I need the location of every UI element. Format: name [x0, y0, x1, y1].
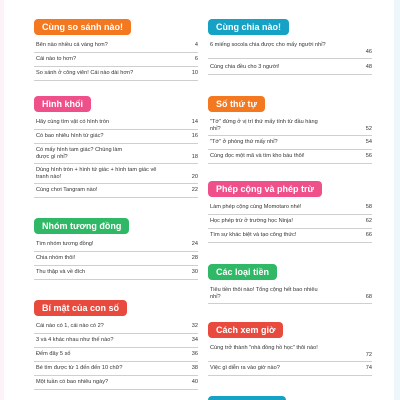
section-header: Bí mật của con số	[34, 300, 127, 316]
toc-entry[interactable]	[34, 130, 198, 144]
entry-title: Chia nhóm thôi!	[36, 255, 76, 261]
entry-title: "Tớ" ở phòng thứ mấy nhỉ?	[210, 139, 278, 145]
toc-entry[interactable]	[208, 215, 372, 229]
toc-entry[interactable]	[34, 116, 198, 130]
section-header: Cách xem giờ	[208, 322, 283, 338]
entry-title: Bên nào nhiều cá vàng hơn?	[36, 42, 108, 48]
toc-entry[interactable]	[208, 229, 372, 243]
entry-title: Đếm đây 5 số	[36, 351, 71, 357]
entry-title: Làm phép cộng cùng Momotaro nhé!	[210, 204, 302, 210]
entry-page: 34	[191, 337, 198, 343]
toc-entry[interactable]	[34, 348, 198, 362]
entry-title: Cùng trở thành "nhà đồng hồ học" thôi nào!	[210, 345, 318, 351]
entry-page: 54	[365, 139, 372, 145]
entry-page: 48	[365, 64, 372, 70]
entry-page: 4	[194, 42, 198, 48]
toc-entry[interactable]	[34, 266, 198, 280]
entry-page: 72	[365, 352, 372, 358]
entry-title: Hãy cùng tìm vật có hình tròn	[36, 119, 110, 125]
entry-title: Bé tìm được từ 1 đến đến 10 chữ?	[36, 365, 123, 371]
entry-title: So sánh ở công viên! Cái nào dài hơn?	[36, 70, 134, 76]
entry-page: 40	[191, 379, 198, 385]
section-header: Số thứ tự	[208, 96, 265, 112]
entry-page: 62	[365, 218, 372, 224]
entry-page: 22	[191, 187, 198, 193]
entry-page: 58	[365, 204, 372, 210]
toc-entry[interactable]	[208, 201, 372, 215]
toc-entry[interactable]	[34, 334, 198, 348]
entry-page: 24	[191, 241, 198, 247]
entry-page: 10	[191, 70, 198, 76]
toc-entry[interactable]	[34, 376, 198, 390]
entry-page: 20	[191, 174, 198, 180]
toc-entry[interactable]	[208, 342, 372, 362]
toc-entry[interactable]	[34, 320, 198, 334]
entry-title: 3 và 4 khác nhau như thế nào?	[36, 337, 114, 343]
toc-entry[interactable]	[34, 67, 198, 81]
entry-page: 38	[191, 365, 198, 371]
toc-entry[interactable]	[34, 144, 198, 164]
entry-title: Có bao nhiêu hình tứ giác?	[36, 133, 104, 139]
toc-entry[interactable]	[208, 362, 372, 376]
toc-entry[interactable]	[208, 39, 372, 59]
entry-page: 68	[365, 294, 372, 300]
entry-page: 32	[191, 323, 198, 329]
toc-entry[interactable]	[208, 150, 372, 164]
entry-title: Thu thập và về đích	[36, 269, 86, 275]
toc-entry[interactable]	[34, 39, 198, 53]
entry-page: 6	[194, 56, 198, 62]
section-header: Cùng chia nào!	[208, 19, 289, 35]
entry-title: Dùng hình tròn + hình tứ giác + hình tam giác vẽ tranh nào!	[36, 167, 157, 180]
entry-title: Tìm sự khác biệt và tạo công thức!	[210, 232, 297, 238]
toc-entry[interactable]	[34, 362, 198, 376]
toc-entry[interactable]	[208, 59, 372, 75]
entry-title: Một tuần có bao nhiêu ngày?	[36, 379, 109, 385]
entry-title: Học phép trừ ở trường học Ninja!	[210, 218, 293, 224]
toc-entry[interactable]	[34, 184, 198, 198]
entry-title: Tìm nhóm tương đồng!	[36, 241, 94, 247]
entry-title: Tiêu tiền thôi nào! Tổng cộng hết bao nhiêu nhỉ?	[210, 287, 318, 300]
entry-title: Cùng đọc một mã và tìm kho báu thôi!	[210, 153, 305, 159]
entry-page: 16	[191, 133, 198, 139]
section-header: Cùng so sánh nào!	[34, 19, 131, 35]
section-header: Phép cộng và phép trừ	[208, 181, 322, 197]
toc-entry[interactable]	[208, 116, 372, 136]
right-page-edge	[394, 0, 400, 400]
entry-title: Cùng chơi Tangram nào!	[36, 187, 98, 193]
entry-title: Cùng chia đều cho 3 người!	[210, 64, 280, 70]
entry-page: 14	[191, 119, 198, 125]
section-header: Hình khối	[34, 96, 91, 112]
entry-page: 56	[365, 153, 372, 159]
entry-title: Việc gì diễn ra vào giờ nào?	[210, 365, 280, 371]
entry-title: Có mấy hình tam giác? Chúng làm được gì nhỉ?	[36, 147, 123, 160]
section-header: Các loại tiền	[208, 264, 277, 280]
entry-page: 28	[191, 255, 198, 261]
entry-title: "Tớ" đứng ở vị trí thứ mấy tính từ đầu hàng nhỉ?	[210, 119, 318, 132]
entry-page: 52	[365, 126, 372, 132]
entry-title: Cái nào to hơn?	[36, 56, 77, 62]
left-page-edge	[0, 0, 4, 400]
entry-page: 18	[191, 154, 198, 160]
entry-page: 74	[365, 365, 372, 371]
entry-page: 66	[365, 232, 372, 238]
next-section-header-partial	[208, 396, 286, 400]
entry-page: 30	[191, 269, 198, 275]
toc-entry[interactable]	[208, 284, 372, 304]
toc-entry[interactable]	[34, 164, 198, 184]
entry-title: Cái nào có 1, cái nào có 2?	[36, 323, 104, 329]
entry-page: 46	[365, 49, 372, 55]
entry-title: 6 miếng socola chia được cho mấy người nhỉ?	[210, 42, 326, 48]
toc-entry[interactable]	[34, 238, 198, 252]
entry-page: 36	[191, 351, 198, 357]
toc-entry[interactable]	[208, 136, 372, 150]
section-header: Nhóm tương đồng	[34, 218, 129, 234]
toc-entry[interactable]	[34, 53, 198, 67]
toc-entry[interactable]	[34, 252, 198, 266]
